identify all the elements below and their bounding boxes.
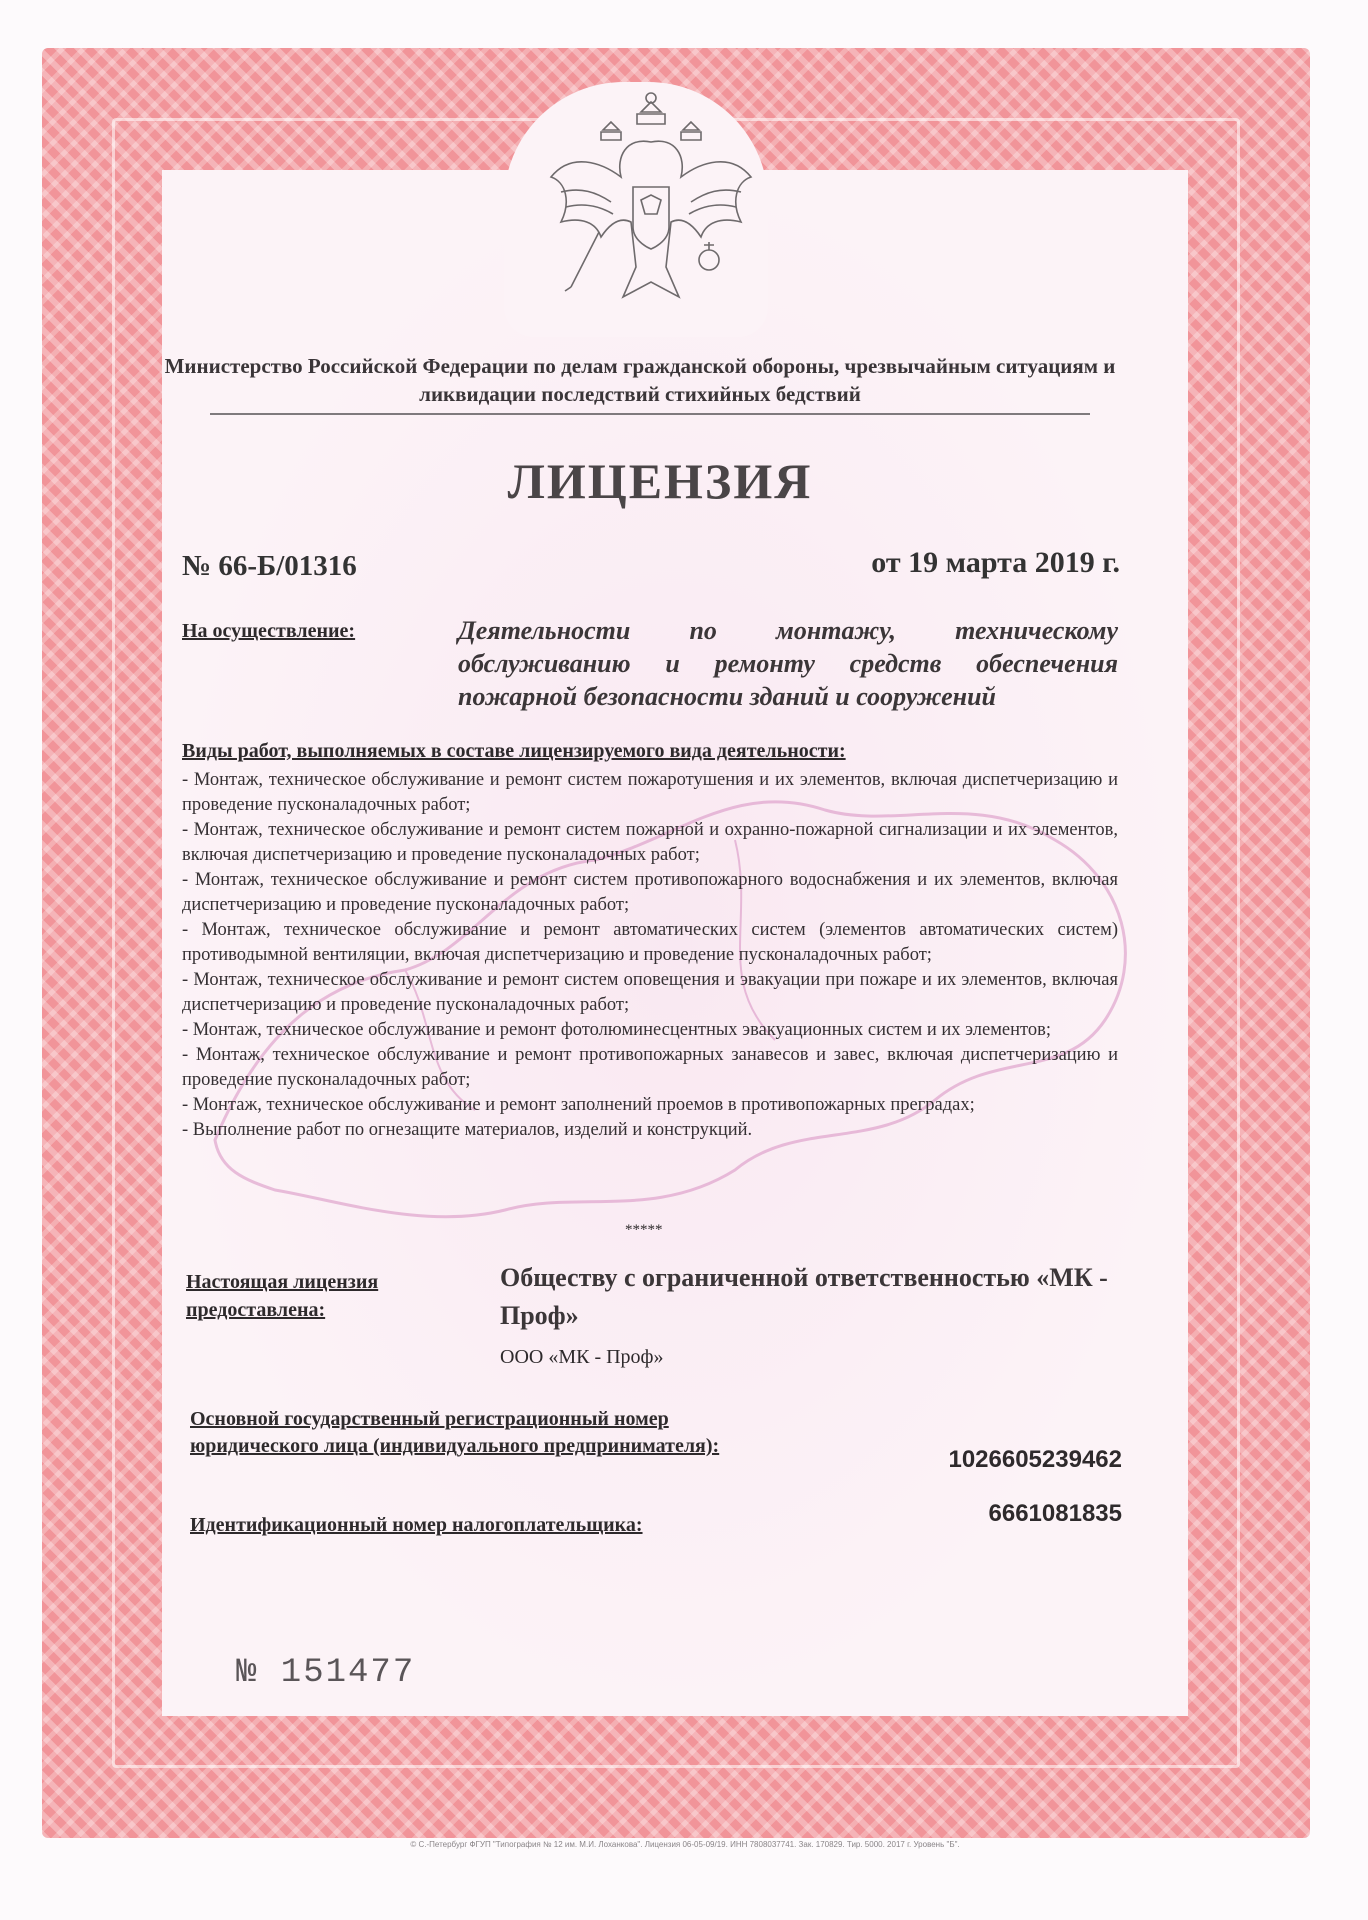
works-item: - Монтаж, техническое обслуживание и ремонт систем противопожарного водоснабжения и их элементов, включая диспетчеризацию и проведение пусконаладочных работ; [182,870,1118,915]
works-list [182,768,1118,1143]
holder-label: Настоящая лицензия предоставлена: [186,1271,379,1321]
document-title: ЛИЦЕНЗИЯ [507,453,813,509]
purpose-label: На осуществление: [182,620,356,642]
purpose-text: Деятельности по монтажу, техническому обслуживанию и ремонту средств обеспечения пожарной безопасности зданий и сооружений [458,616,1118,711]
printer-imprint: © С.-Петербург ФГУП "Типография № 12 им. М.И. Лоханкова". Лицензия 06-05-09/19. ИНН 7808037741. Зак. 170829. Тир. 5000. 2017 г. Уровень "Б". [410,1840,960,1849]
works-item: - Монтаж, техническое обслуживание и ремонт противопожарных занавесов и завес, включая диспетчеризацию и проведение пусконаладочных работ; [182,1045,1118,1090]
inn-label: Идентификационный номер налогоплательщика: [190,1514,643,1536]
works-item: - Монтаж, техническое обслуживание и ремонт автоматических систем (элементов автоматических систем) противодымной вентиляции, включая диспетчеризацию и проведение пусконаладочных работ; [182,920,1118,965]
ministry-underline [210,413,1090,415]
works-item: - Монтаж, техническое обслуживание и ремонт систем пожаротушения и их элементов, включая диспетчеризацию и проведение пусконаладочных работ; [182,770,1118,815]
works-item: - Монтаж, техническое обслуживание и ремонт заполнений проемов в противопожарных преградах; [182,1095,975,1115]
holder-short-name: ООО «МК - Проф» [500,1346,664,1368]
works-item: - Монтаж, техническое обслуживание и ремонт фотолюминесцентных эвакуационных систем и их элементов; [182,1020,1051,1040]
ogrn-label: Основной государственный регистрационный номер юридического лица (индивидуального предпринимателя): [190,1408,720,1457]
license-date: от 19 марта 2019 г. [871,546,1120,579]
blank-serial-number: № 151477 [236,1654,416,1692]
ogrn-value: 1026605239462 [948,1446,1122,1473]
works-item: - Выполнение работ по огнезащите материалов, изделий и конструкций. [182,1120,753,1140]
russian-coat-of-arms-icon [541,82,761,312]
works-heading: Виды работ, выполняемых в составе лицензируемого вида деятельности: [182,740,846,762]
license-number: № 66-Б/01316 [182,550,357,582]
works-item: - Монтаж, техническое обслуживание и ремонт систем оповещения и эвакуации при пожаре и их элементов, включая диспетчеризацию и проведение пусконаладочных работ; [182,970,1118,1015]
works-item: - Монтаж, техническое обслуживание и ремонт систем пожарной и охранно-пожарной сигнализации и их элементов, включая диспетчеризацию и проведение пусконаладочных работ; [182,820,1118,865]
holder-name: Обществу с ограниченной ответственностью «МК - Проф» [500,1263,1108,1330]
inn-value: 6661081835 [988,1500,1122,1527]
issuing-ministry: Министерство Российской Федерации по делам гражданской обороны, чрезвычайным ситуациям и ликвидации последствий стихийных бедствий [164,354,1116,406]
section-separator: ***** [625,1222,663,1238]
